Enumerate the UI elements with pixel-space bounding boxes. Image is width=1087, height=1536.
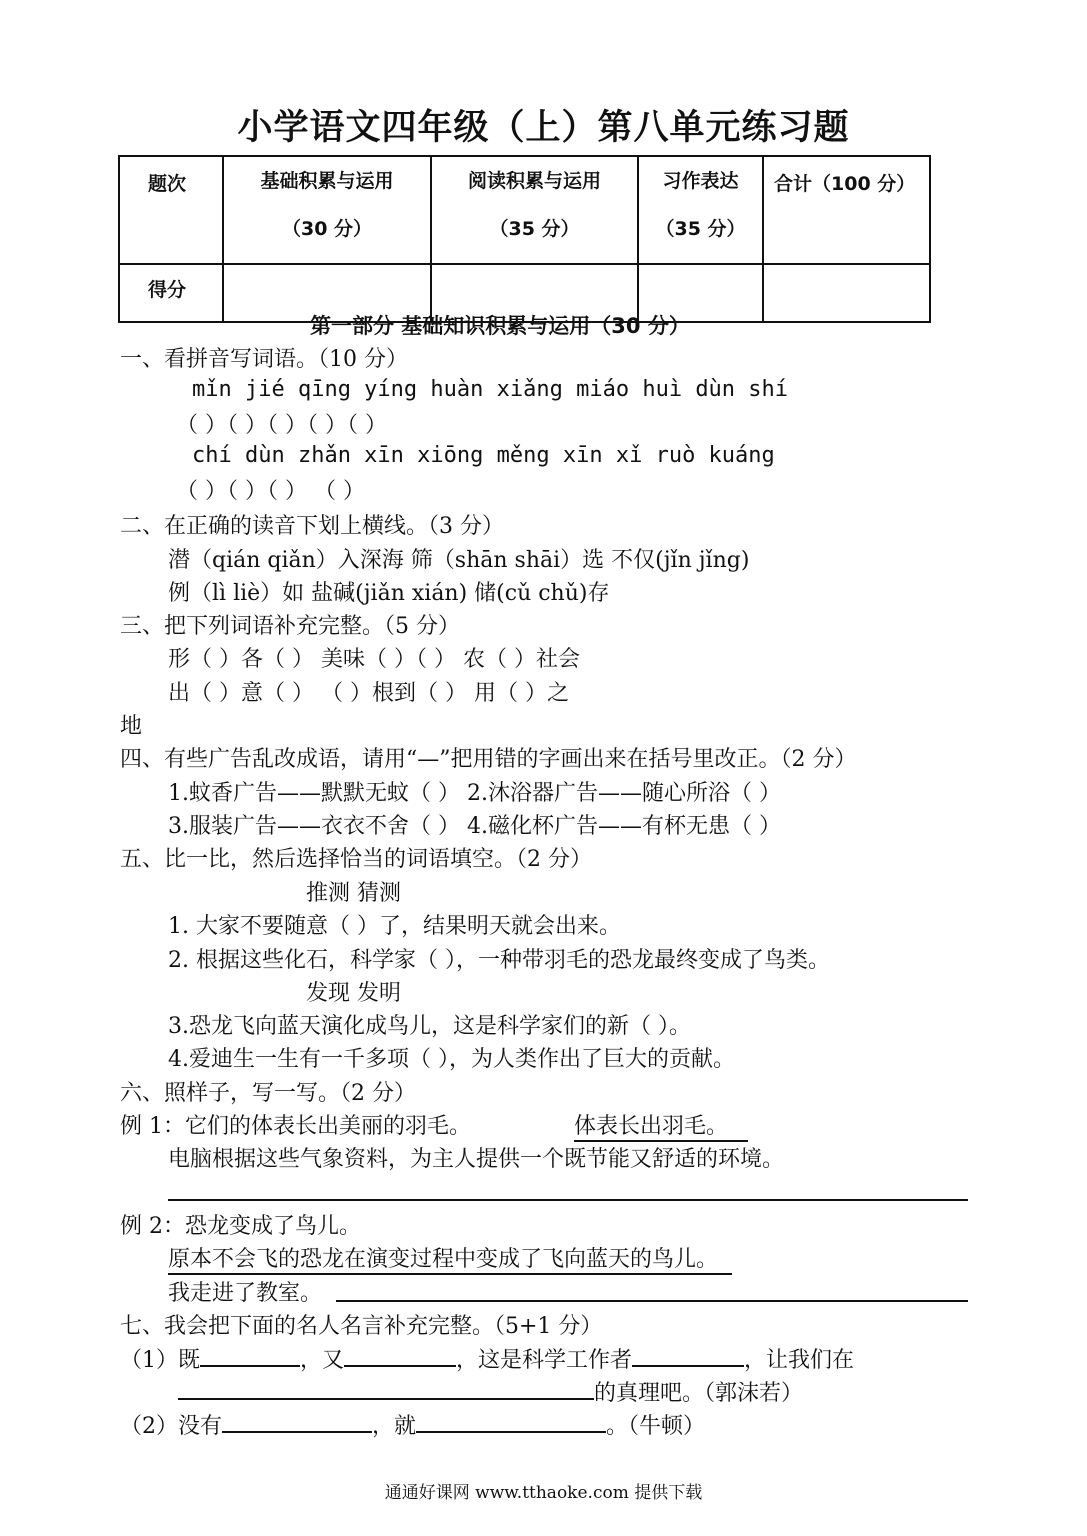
score-header-cell: 基础积累与运用 （30 分）: [223, 156, 431, 264]
q1-answer-brackets[interactable]: （ ）（ ）（ ） （ ）: [176, 479, 365, 504]
score-input-cell[interactable]: [763, 264, 930, 322]
q2-row[interactable]: 潜（qián qiǎn）入深海 筛（shān shāi）选 不仅(jǐn jǐng): [168, 548, 750, 573]
q6-example2-answer: 原本不会飞的恐龙在演变过程中变成了飞向蓝天的鸟儿。: [168, 1242, 732, 1275]
q6-example1-task: 电脑根据这些气象资料，为主人提供一个既节能又舒适的环境。: [168, 1147, 785, 1172]
score-header-cell: 合计（100 分）: [763, 156, 930, 264]
q1-pinyin-row: chí dùn zhǎn xīn xiōng měng xīn xǐ ruò kuáng: [192, 443, 775, 468]
q6-answer-line[interactable]: [336, 1300, 968, 1302]
score-header-cell: 题次: [119, 156, 223, 264]
q1-answer-brackets[interactable]: （ ）（ ）（ ）（ ）（ ）: [176, 413, 387, 438]
q5-sentence[interactable]: 1. 大家不要随意（ ）了，结果明天就会出来。: [168, 914, 621, 939]
q7-blank[interactable]: [344, 1345, 456, 1367]
q5-word-choices: 发现 发明: [306, 981, 401, 1006]
q5-sentence[interactable]: 2. 根据这些化石，科学家（ ），一种带羽毛的恐龙最终变成了鸟类。: [168, 948, 830, 973]
q3-row[interactable]: 出（ ）意（ ） （ ）根到（ ） 用（ ）之: [168, 681, 569, 706]
q7-blank[interactable]: [632, 1345, 744, 1367]
q7-blank[interactable]: [222, 1411, 372, 1433]
q7-blank[interactable]: [416, 1411, 606, 1433]
q5-word-choices: 推测 猜测: [306, 881, 401, 906]
q3-heading: 三、把下列词语补充完整。（5 分）: [120, 614, 460, 639]
q4-row[interactable]: 1.蚊香广告——默默无蚊（ ） 2.沐浴器广告——随心所浴（ ）: [168, 781, 781, 806]
q6-example1: [120, 1109, 471, 1140]
q6-example1-prefix: 例 1：它们的体表长出美丽的羽毛。: [120, 1114, 471, 1139]
footer-credit: 通通好课网 www.tthaoke.com 提供下载: [384, 1483, 703, 1503]
q7-heading: 七、我会把下面的名人名言补充完整。（5+1 分）: [120, 1314, 603, 1339]
score-table-header-row: [119, 156, 930, 264]
q7-blank[interactable]: [178, 1378, 594, 1400]
q6-example2-task: 我走进了教室。: [168, 1281, 323, 1306]
q2-row[interactable]: 例（lì liè）如 盐碱(jiǎn xián) 储(cǔ chǔ)存: [168, 581, 610, 606]
q2-heading: 二、在正确的读音下划上横线。（3 分）: [120, 514, 504, 539]
q7-quote2: （2）没有 ，就 。（牛顿）: [120, 1409, 705, 1440]
q1-pinyin-row: mǐn jié qīng yíng huàn xiǎng miáo huì dùn shí: [192, 377, 789, 402]
q7-quote1-cont: 的真理吧。（郭沫若）: [178, 1376, 803, 1407]
score-table: [118, 155, 931, 323]
q5-heading: 五、比一比，然后选择恰当的词语填空。（2 分）: [120, 847, 592, 872]
q3-row[interactable]: 形（ ）各（ ） 美味（ ）（ ） 农（ ）社会: [168, 647, 580, 672]
part-heading: 第一部分 基础知识积累与运用（30 分）: [310, 314, 690, 338]
q6-example2-prefix: 例 2：恐龙变成了鸟儿。: [120, 1214, 361, 1239]
q5-sentence[interactable]: 3.恐龙飞向蓝天演化成鸟儿，这是科学家们的新（ ）。: [168, 1014, 691, 1039]
q6-answer-line[interactable]: [168, 1199, 968, 1201]
q7-blank[interactable]: [200, 1345, 300, 1367]
q4-heading: 四、有些广告乱改成语，请用“—”把用错的字画出来在括号里改正。（2 分）: [120, 747, 857, 772]
q1-heading: 一、看拼音写词语。（10 分）: [120, 347, 408, 372]
score-header-cell: 习作表达 （35 分）: [638, 156, 763, 264]
q6-heading: 六、照样子，写一写。（2 分）: [120, 1081, 416, 1106]
q7-quote1: （1）既 ，又 ，这是科学工作者 ，让我们在: [120, 1343, 854, 1374]
q4-row[interactable]: 3.服装广告——衣衣不舍（ ） 4.磁化杯广告——有杯无患（ ）: [168, 814, 781, 839]
score-header-cell: 阅读积累与运用 （35 分）: [431, 156, 638, 264]
q3-row: 地: [120, 714, 143, 739]
score-row-label: 得分: [119, 264, 223, 322]
q6-example1-answer: 体表长出羽毛。: [574, 1109, 748, 1142]
q5-sentence[interactable]: 4.爱迪生一生有一千多项（ ），为人类作出了巨大的贡献。: [168, 1047, 735, 1072]
page-title: 小学语文四年级（上）第八单元练习题: [237, 107, 850, 148]
